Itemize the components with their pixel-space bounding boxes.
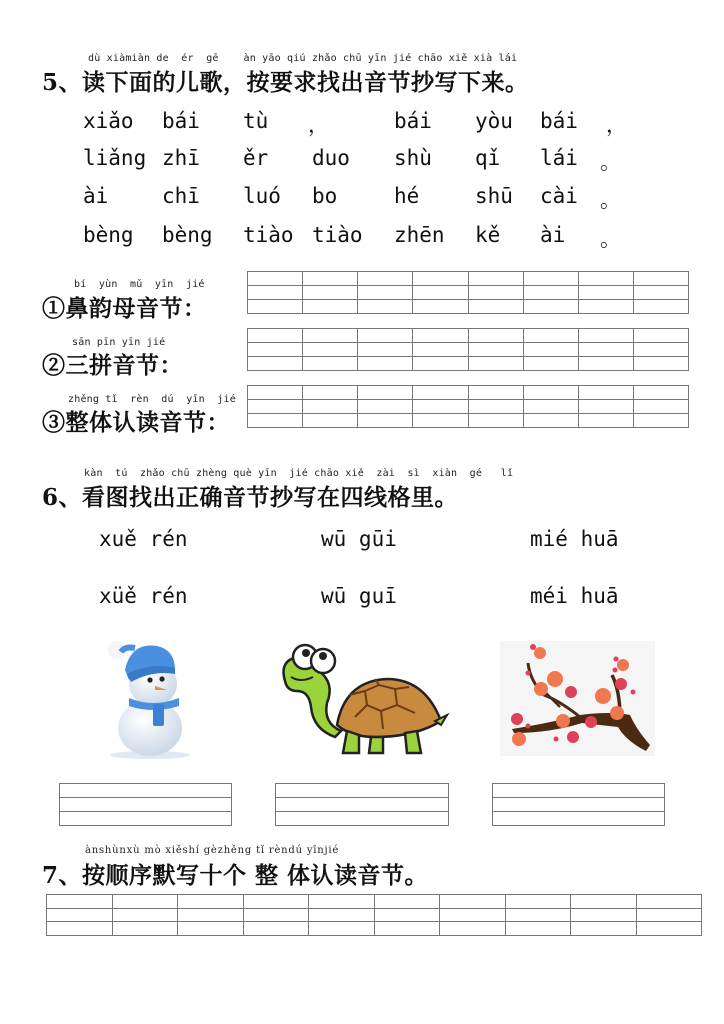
grid-cell[interactable] xyxy=(469,386,524,427)
snowman-picture xyxy=(95,630,205,760)
option-blossom-a: mié huā xyxy=(530,527,619,551)
rhyme-word: lái xyxy=(540,146,578,170)
grid-cell[interactable] xyxy=(248,272,303,313)
grid-cell[interactable] xyxy=(375,895,441,935)
rhyme-word: bo xyxy=(312,184,338,208)
rhyme-word: bèng xyxy=(83,223,134,247)
task3-pinyin: zhěng tǐ rèn dú yīn jié xyxy=(68,394,236,405)
section5-title: 5、读下面的儿歌，按要求找出音节抄写下来。 xyxy=(42,69,529,96)
grid-cell[interactable] xyxy=(113,895,179,935)
rhyme-word: liǎng xyxy=(83,146,147,170)
answer-box-turtle[interactable] xyxy=(275,783,449,826)
grid-cell[interactable] xyxy=(303,386,358,427)
section7-title: 7、按顺序默写十个 整 体认读音节。 xyxy=(42,862,429,889)
grid-cell[interactable] xyxy=(413,329,468,370)
task1-label: ①鼻韵母音节： xyxy=(42,295,207,322)
turtle-picture xyxy=(275,633,450,761)
section7-writing-grid[interactable] xyxy=(46,894,702,936)
rhyme-word: kě xyxy=(475,223,501,247)
rhyme-word: duo xyxy=(312,146,350,170)
answer-box-snowman[interactable] xyxy=(59,783,232,826)
option-turtle-b: wū guī xyxy=(321,584,397,608)
rhyme-punct: 。 xyxy=(600,150,621,174)
grid-cell[interactable] xyxy=(303,272,358,313)
rhyme-word: zhī xyxy=(162,146,200,170)
task1-writing-grid[interactable] xyxy=(247,271,689,314)
grid-cell[interactable] xyxy=(524,272,579,313)
grid-cell[interactable] xyxy=(524,386,579,427)
section6-title-pinyin: kàn tú zhǎo chū zhèng què yīn jié chāo xiě zài sì xiàn gé lǐ xyxy=(84,468,514,479)
answer-box-plum-blossom[interactable] xyxy=(492,783,665,826)
rhyme-word: yòu xyxy=(475,109,513,133)
rhyme-word: ài xyxy=(540,223,566,247)
grid-cell[interactable] xyxy=(309,895,375,935)
grid-cell[interactable] xyxy=(303,329,358,370)
option-snowman-b: xüě rén xyxy=(99,584,188,608)
grid-cell[interactable] xyxy=(634,272,688,313)
rhyme-word: xiǎo xyxy=(83,109,134,133)
grid-cell[interactable] xyxy=(244,895,310,935)
grid-cell[interactable] xyxy=(178,895,244,935)
task2-writing-grid[interactable] xyxy=(247,328,689,371)
grid-cell[interactable] xyxy=(634,329,688,370)
grid-cell[interactable] xyxy=(579,386,634,427)
rhyme-punct: 。 xyxy=(600,227,621,251)
rhyme-word: hé xyxy=(394,184,420,208)
task2-pinyin: sān pīn yīn jié xyxy=(72,337,166,348)
plum-blossom-picture xyxy=(500,641,655,756)
rhyme-word: shū xyxy=(475,184,513,208)
grid-cell[interactable] xyxy=(469,329,524,370)
rhyme-word: qǐ xyxy=(475,146,501,170)
rhyme-word: ài xyxy=(83,184,109,208)
option-turtle-a: wū gūi xyxy=(321,527,397,551)
rhyme-word: ěr xyxy=(243,146,269,170)
grid-cell[interactable] xyxy=(358,272,413,313)
grid-cell[interactable] xyxy=(579,272,634,313)
rhyme-word: bái xyxy=(540,109,578,133)
grid-cell[interactable] xyxy=(440,895,506,935)
grid-cell[interactable] xyxy=(358,386,413,427)
grid-cell[interactable] xyxy=(358,329,413,370)
grid-cell[interactable] xyxy=(637,895,702,935)
grid-cell[interactable] xyxy=(634,386,688,427)
task2-label: ②三拼音节： xyxy=(42,352,183,379)
grid-cell[interactable] xyxy=(248,329,303,370)
grid-cell[interactable] xyxy=(47,895,113,935)
rhyme-word: bèng xyxy=(162,223,213,247)
grid-cell[interactable] xyxy=(413,272,468,313)
grid-cell[interactable] xyxy=(506,895,572,935)
rhyme-word: tù xyxy=(243,109,269,133)
section5-title-pinyin: dù xiàmiàn de ér gē àn yāo qiú zhǎo chū yīn jié chāo xiě xià lái xyxy=(88,53,518,64)
section6-title: 6、看图找出正确音节抄写在四线格里。 xyxy=(42,484,459,511)
rhyme-punct: ， xyxy=(308,113,329,137)
rhyme-word: luó xyxy=(243,184,281,208)
rhyme-word: cài xyxy=(540,184,578,208)
rhyme-word: bái xyxy=(394,109,432,133)
rhyme-word: tiào xyxy=(312,223,363,247)
grid-cell[interactable] xyxy=(524,329,579,370)
grid-cell[interactable] xyxy=(579,329,634,370)
rhyme-punct: ， xyxy=(606,113,627,137)
grid-cell[interactable] xyxy=(469,272,524,313)
rhyme-word: shù xyxy=(394,146,432,170)
option-snowman-a: xuě rén xyxy=(99,527,188,551)
grid-cell[interactable] xyxy=(248,386,303,427)
task1-pinyin: bí yùn mǔ yīn jié xyxy=(74,279,205,290)
rhyme-word: chī xyxy=(162,184,200,208)
grid-cell[interactable] xyxy=(413,386,468,427)
section7-title-pinyin: ànshùnxù mò xiěshí gèzhěng tǐ rèndú yīnjié xyxy=(85,845,340,856)
rhyme-punct: 。 xyxy=(600,188,621,212)
option-blossom-b: méi huā xyxy=(530,584,619,608)
rhyme-word: bái xyxy=(162,109,200,133)
grid-cell[interactable] xyxy=(571,895,637,935)
task3-writing-grid[interactable] xyxy=(247,385,689,428)
rhyme-word: tiào xyxy=(243,223,294,247)
rhyme-word: zhēn xyxy=(394,223,445,247)
task3-label: ③整体认读音节： xyxy=(42,409,230,436)
